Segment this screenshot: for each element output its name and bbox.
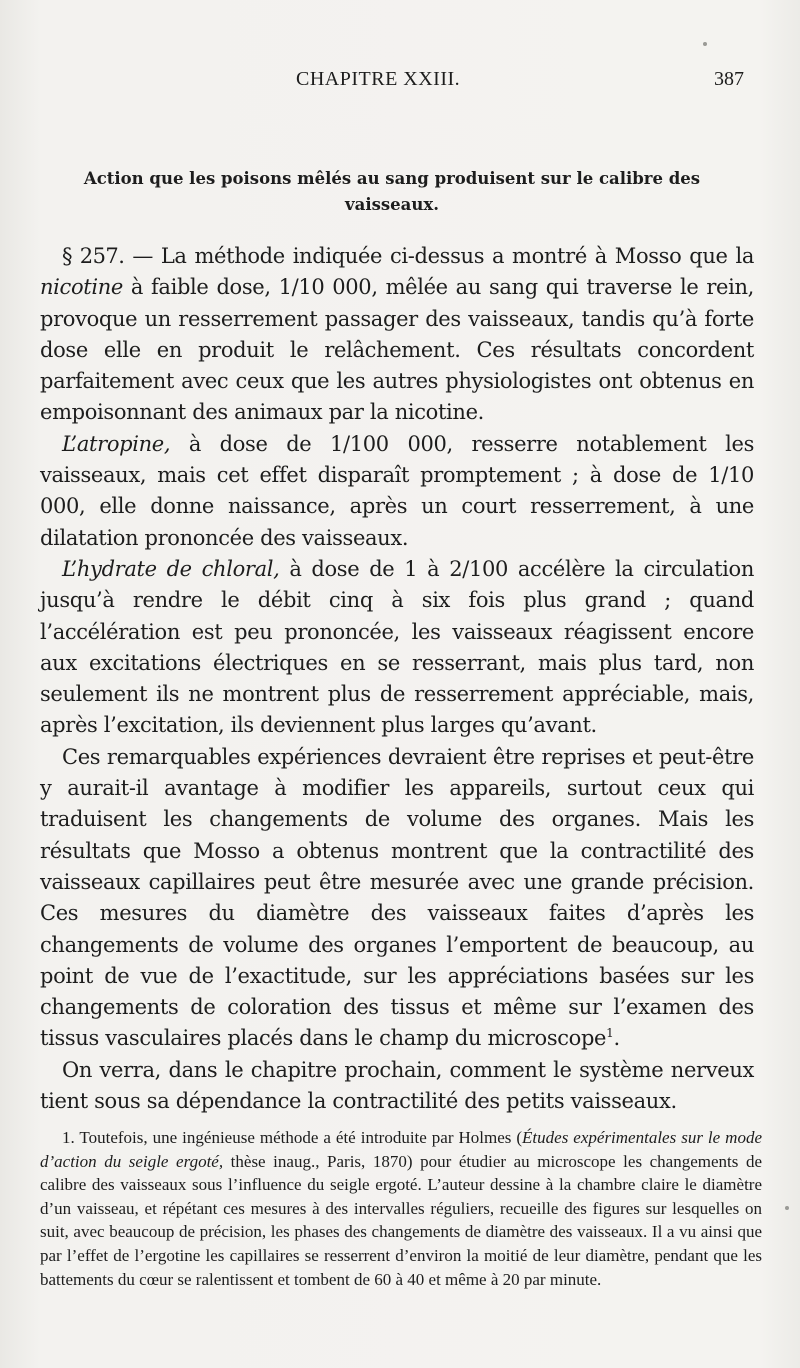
paragraph-text: On verra, dans le chapitre prochain, comment le système nerveux tient sous sa dépendance la contractilité des petits vaisseaux.	[40, 1057, 754, 1114]
paragraph-text: à dose de 1/100 000, resserre notablement les vaisseaux, mais cet effet disparaît promptement ; à dose de 1/10 000, elle donne naissance, après un court resserrement, à une dilatation prononcée des vaisseaux.	[40, 431, 754, 550]
paragraph-experiences	[40, 742, 754, 1055]
footnote-text-part: thèse inaug., Paris, 1870) pour étudier au microscope les changements de calibre des vaisseaux sous l’influence du seigle ergoté. L’auteur dessine à la chambre claire le diamètre d’un vaisseau, et répétant ces mesures à des intervalles réguliers, recueille des figures sur lesquelles on suit, avec beaucoup de précision, les phases des changements de diamètre des vaisseaux. Il a vu ainsi que par l’effet de l’ergotine les capillaires se resserrent d’environ la moitié de leur diamètre, pendant que les battements du cœur se ralentissent et tombent de 60 à 40 et même à 20 par minute.	[40, 1151, 762, 1289]
paper-speck	[703, 42, 707, 46]
italic-term-nicotine: nicotine	[40, 275, 123, 300]
italic-term-atropine: L’atropine,	[62, 431, 171, 456]
paragraph-text: à dose de 1 à 2/100 accélère la circulation jusqu’à rendre le débit cinq à six fois plus grand ; quand l’accélération est peu prononcée, les vaisseaux réagissent encore aux excitations électriques en se resserrant, mais plus tard, non seulement ils ne montrent plus de resserrement appréciable, mais, après l’excitation, ils deviennent plus larges qu’avant.	[40, 556, 755, 738]
paragraph-chloral	[40, 554, 754, 742]
section-title: Action que les poisons mêlés au sang produisent sur le calibre des vaisseaux.	[83, 169, 701, 214]
footnote-italic-title: Études expérimentales sur le mode d’action du seigle ergoté,	[40, 1128, 762, 1171]
running-head: CHAPITRE XXIII.	[296, 68, 461, 90]
paragraph-section-257	[40, 241, 754, 429]
italic-term-chloral: L’hydrate de chloral,	[62, 556, 280, 581]
paragraph-text: — La méthode indiquée ci-dessus a montré à Mosso que la	[124, 244, 754, 268]
paragraph-text: à faible dose, 1/10 000, mêlée au sang qui traverse le rein, provoque un resserrement passager des vaisseaux, tandis qu’à forte dose elle en produit le relâchement. Ces résultats concordent parfaitement avec ceux que les autres physiologistes ont obtenus en empoisonnant des animaux par la nicotine.	[40, 275, 754, 425]
paragraph-chapitre-prochain	[40, 1055, 754, 1118]
footnote-text-part: 1. Toutefois, une ingénieuse méthode a été introduite par Holmes (	[62, 1128, 523, 1147]
section-mark: § 257.	[62, 244, 125, 268]
footnote-text	[40, 1126, 762, 1291]
paragraph-text: .	[613, 1026, 620, 1051]
page-header	[40, 66, 744, 96]
paragraph-text: Ces remarquables expériences devraient être reprises et peut-être y aurait-il avantage à modifier les appareils, surtout ceux qui traduisent les changements de volume des organes. Mais les résultats que Mosso a obtenus montrent que la contractilité des vaisseaux capillaires peut être mesurée avec une grande précision. Ces mesures du diamètre des vaisseaux faites d’après les changements de volume des organes l’emportent de beaucoup, au point de vue de l’exactitude, sur les appréciations basées sur les changements de coloration des tissus et même sur l’examen des tissus vasculaires placés dans le champ du microscope	[40, 744, 754, 1051]
footnote	[40, 1126, 762, 1291]
paper-speck	[785, 1206, 789, 1210]
footnote-marker: 1	[606, 1026, 614, 1041]
paragraph-atropine	[40, 429, 754, 554]
body-text	[40, 241, 754, 1117]
page-number: 387	[714, 68, 744, 90]
